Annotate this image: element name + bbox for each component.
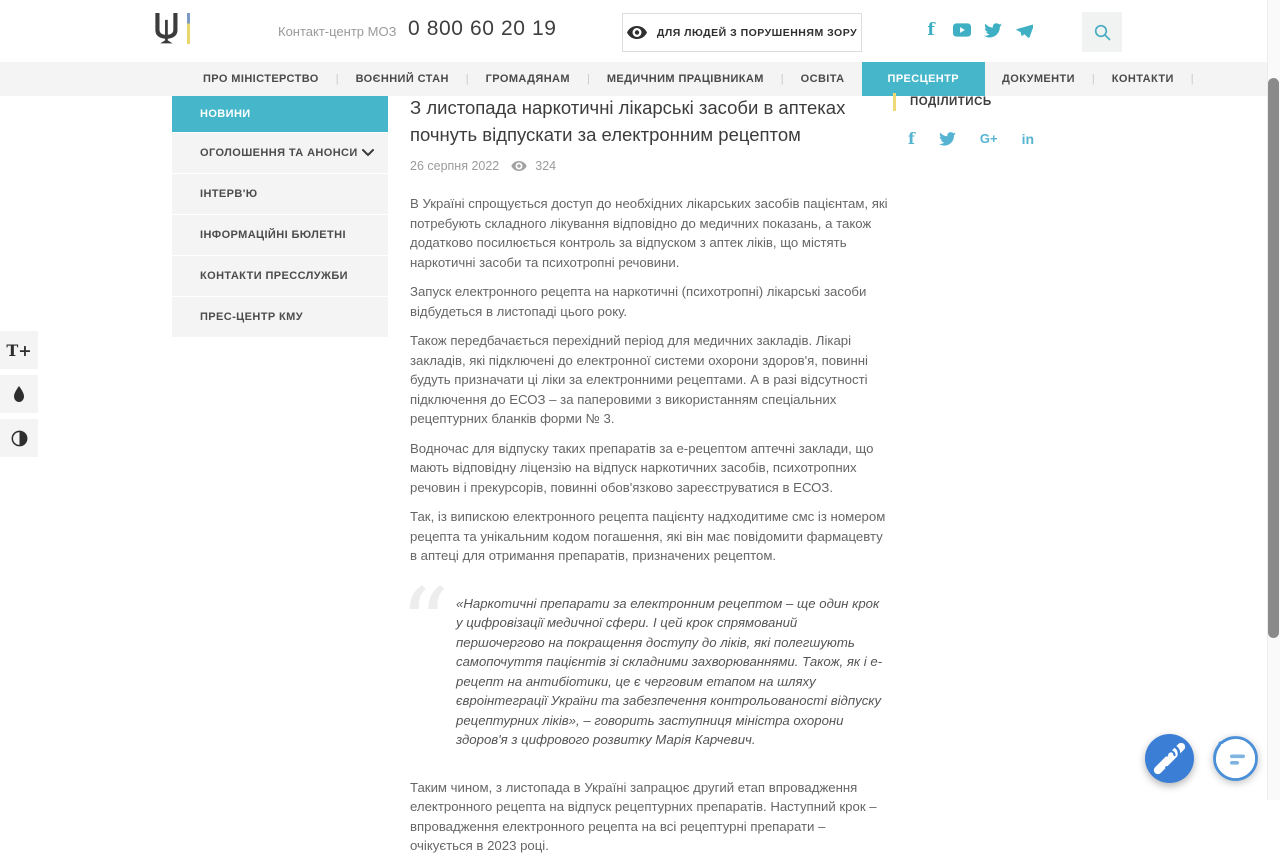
font-size-tool[interactable] (0, 331, 38, 369)
phone-number[interactable]: 0 800 60 20 19 (408, 17, 557, 40)
nav-item-dokumenty[interactable]: ДОКУМЕНТИ (1002, 73, 1075, 85)
sidebar-item-label: ПРЕС-ЦЕНТР КМУ (200, 311, 303, 323)
article-paragraph: Таким чином, з листопада в Україні запрацює другий етап впровадження електронного рецепта на відпуск рецептурних препаратів. Наступний крок – впровадження електронного рецепта на всі рецептурні препарати – очікується в 2023 році. (410, 779, 877, 853)
scrollbar-thumb[interactable] (1268, 78, 1279, 638)
nav-item-osvita[interactable]: ОСВІТА (800, 73, 845, 85)
article-quote-text: «Наркотичні препарати за електронним рецептом – ще один крок у цифровізації медичної сфери. І цей крок спрямований першочергово на покращення доступу до ліків, які полегшують самопочуття пацієнтів зі складними захворюваннями. Також, як і е-рецепт на антибіотики, це є черговим етапом на шляху євроінтеграції України та забезпечення контрольованості відпуску рецептурних ліків», – говорить заступниця міністра охорони здоров'я з цифрового розвитку Марія Карчевич. (456, 595, 883, 747)
eye-icon (627, 26, 647, 39)
telegram-icon[interactable] (1015, 21, 1033, 39)
nav-item-voyennyi-stan[interactable]: ВОЄННИЙ СТАН (355, 73, 449, 85)
nav-item-hromadianam[interactable]: ГРОМАДЯНАМ (485, 73, 570, 85)
article-date: 26 серпня 2022 (410, 159, 500, 173)
nav-item-medychnym-pratsivnykam[interactable]: МЕДИЧНИМ ПРАЦІВНИКАМ (606, 73, 764, 85)
nav-item-prestsentr[interactable]: ПРЕСЦЕНТР (862, 62, 986, 96)
sidebar-item-label: НОВИНИ (200, 108, 251, 120)
moz-logo[interactable] (155, 13, 190, 45)
article-meta (410, 159, 888, 173)
facebook-icon[interactable]: f (927, 20, 935, 40)
nav-separator: | (465, 73, 469, 85)
contact-center-label: Контакт-центр МОЗ (278, 24, 397, 39)
search-button[interactable] (1082, 12, 1122, 52)
header-social-links (922, 21, 1033, 39)
article-title: З листопада наркотичні лікарські засоби в аптеках почнуть відпускати за електронним рецептом (410, 97, 846, 145)
facebook-icon[interactable]: f (908, 129, 915, 148)
color-tool[interactable] (0, 375, 38, 413)
google-plus-icon[interactable]: G+ (979, 131, 998, 146)
twitter-icon[interactable] (939, 132, 956, 146)
sidebar-item-label: ОГОЛОШЕННЯ ТА АНОНСИ (200, 147, 358, 159)
article-paragraph: Так, із випискою електронного рецепта пацієнту надходитиме смс із номером рецепта та унікальним кодом погашення, які він має повідомити фармацевту в аптеці для отримання препаратів, призначених рецептом. (410, 509, 886, 563)
nav-separator: | (335, 73, 339, 85)
nav-item-pro-ministerstvo[interactable]: ПРО МІНІСТЕРСТВО (203, 73, 319, 85)
main-navigation (0, 62, 1280, 96)
sidebar-item-interviu[interactable] (172, 174, 388, 214)
nav-separator: | (586, 73, 590, 85)
share-label: ПОДІЛИТИСЬ (893, 93, 1063, 111)
article-body (400, 194, 888, 856)
article-quote-block (400, 567, 888, 750)
nav-separator: | (1190, 73, 1194, 85)
share-section (893, 93, 1063, 148)
flag-line (187, 13, 190, 44)
article (400, 94, 888, 866)
nav-item-kontakty[interactable]: КОНТАКТИ (1111, 73, 1174, 85)
sidebar-item-label: ІНТЕРВ'Ю (200, 188, 258, 200)
site-header (0, 0, 1280, 62)
visually-impaired-label: ДЛЯ ЛЮДЕЙ З ПОРУШЕННЯМ ЗОРУ (656, 26, 858, 39)
article-paragraph: Запуск електронного рецепта на наркотичні (психотропні) лікарські засоби відбудеться в листопаді цього року. (410, 284, 867, 319)
nav-separator: | (1091, 73, 1095, 85)
chevron-down-icon (362, 149, 374, 157)
nav-separator: | (780, 73, 784, 85)
sidebar-item-pres-tsentr-kmu[interactable] (172, 297, 388, 337)
quote-mark-icon: “ (400, 567, 450, 680)
hearing-accessibility-button[interactable] (1145, 734, 1194, 783)
sidebar-item-label: ІНФОРМАЦІЙНІ БЮЛЕТНІ (200, 229, 346, 241)
chat-bubble-icon (1211, 734, 1260, 783)
linkedin-icon[interactable]: in (1021, 130, 1035, 147)
sidebar-item-novyny[interactable] (172, 96, 388, 132)
visually-impaired-button[interactable] (622, 13, 862, 52)
article-paragraph: Також передбачається перехідний період для медичних закладів. Лікарі закладів, які підключені до електронної системи охорони здоров'я, повинні будуть призначати ці ліки за електронними рецептами. А в разі відсутності підключення до ЕСОЗ – за паперовими з використанням спеціальних рецептурних бланків форми № 3. (410, 333, 868, 426)
sidebar-item-label: КОНТАКТИ ПРЕССЛУЖБИ (200, 270, 348, 282)
scrollbar-track[interactable] (1267, 0, 1280, 800)
views-eye-icon (511, 161, 527, 171)
font-size-icon: T+ (6, 340, 32, 360)
ukraine-trident-icon (155, 13, 179, 45)
article-paragraph: В Україні спрощується доступ до необхідних лікарських засобів пацієнтам, які потребують складного лікування відповідно до медичних показань, а також додатково посилюється контроль за відпуском з аптек ліків, що містять наркотичні засоби та психотропні речовини. (410, 196, 888, 270)
contrast-tool[interactable] (0, 419, 38, 457)
twitter-icon[interactable] (984, 21, 1002, 39)
contrast-icon (11, 430, 28, 447)
hearing-ear-icon (1145, 734, 1194, 783)
share-icons (893, 129, 1063, 148)
sidebar-item-kontakty-pressluzhby[interactable] (172, 256, 388, 296)
press-center-sidebar (172, 96, 388, 338)
chat-widget-button[interactable] (1211, 734, 1260, 783)
youtube-icon[interactable] (953, 21, 971, 39)
search-icon (1094, 24, 1111, 41)
article-views-count: 324 (535, 159, 557, 173)
article-paragraph: Водночас для відпуску таких препаратів за е-рецептом аптечні заклади, що мають відповідну ліцензію на відпуск наркотичних засобів, психотропних речовин і прекурсорів, повинні обов'язково зареєструватися в ЕСОЗ. (410, 440, 874, 495)
sidebar-item-oholoshennia[interactable] (172, 133, 388, 173)
sidebar-item-informatsiini-biuletni[interactable] (172, 215, 388, 255)
color-drop-icon (13, 386, 25, 402)
